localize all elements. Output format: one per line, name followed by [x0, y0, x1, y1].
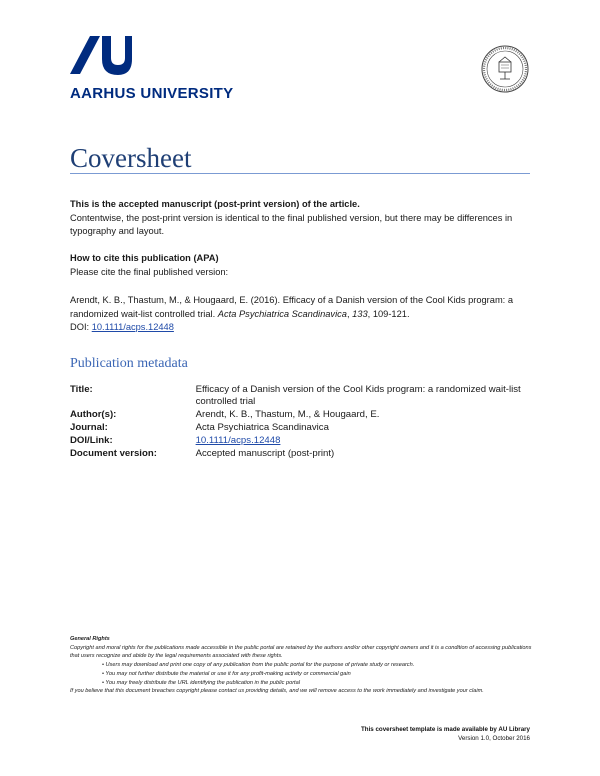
- citation-instruction: Please cite the final published version:: [70, 266, 229, 277]
- metadata-key: Title:: [70, 384, 93, 395]
- metadata-value: Efficacy of a Danish version of the Cool Kids program: a randomized wait-list controlled trial: [195, 384, 521, 407]
- rights-closing: If you believe that this document breaches copyright please contact us providing details, and we will remove access to the work immediately and investigate your claim.: [70, 688, 484, 695]
- manuscript-note: [70, 198, 540, 239]
- citation-reference: Arendt, K. B., Thastum, M., & Hougaard, E. (2016). Efficacy of a Danish version of the Cool Kids program: a randomized wait-list controlled trial. Acta Psychiatrica Scandinavica, 133, 109-121. DOI: 10.1111/acps.12448: [70, 295, 514, 332]
- doi-label: DOI:: [70, 322, 92, 332]
- metadata-row-journal: [70, 422, 540, 435]
- metadata-doi-link[interactable]: 10.1111/acps.12448: [195, 435, 281, 446]
- metadata-key: Author(s):: [70, 409, 117, 420]
- doi-link[interactable]: 10.1111/acps.12448: [91, 322, 174, 332]
- citation-intro: [70, 252, 540, 279]
- metadata-table: [70, 384, 540, 461]
- reference-text: Arendt, K. B., Thastum, M., & Hougaard, E. (2016). Efficacy of a Danish version of the Cool Kids program: a randomized wait-list controlled trial.: [70, 295, 514, 319]
- metadata-key: Journal:: [70, 422, 108, 433]
- rights-intro: Copyright and moral rights for the publications made accessible in the public portal are retained by the authors and/or other copyright owners and it is a condition of accessing publications that users recognize and abide by the legal requirements associated with these rights.: [70, 644, 532, 660]
- metadata-value: Acta Psychiatrica Scandinavica: [195, 422, 329, 433]
- metadata-row-title: [70, 384, 540, 409]
- page-title: Coversheet: [70, 143, 192, 173]
- metadata-key: Document version:: [70, 448, 157, 459]
- manuscript-body: Contentwise, the post-print version is identical to the final published version, but there may be differences in typography and layout.: [70, 212, 513, 236]
- metadata-value: Arendt, K. B., Thastum, M., & Hougaard, E.: [195, 409, 380, 420]
- rights-heading: General Rights: [70, 636, 110, 642]
- university-seal-icon: [480, 44, 530, 94]
- metadata-value: Accepted manuscript (post-print): [195, 448, 335, 459]
- general-rights: [70, 635, 540, 696]
- metadata-row-doi: [70, 435, 540, 448]
- rights-bullet: • You may freely distribute the URL identifying the publication in the public portal: [102, 679, 300, 686]
- reference-journal: Acta Psychiatrica Scandinavica: [217, 308, 347, 319]
- metadata-key: DOI/Link:: [70, 435, 113, 446]
- title-divider: [70, 173, 530, 174]
- rights-bullet: • Users may download and print one copy of any publication from the public portal for the purpose of private study or research.: [102, 662, 415, 669]
- reference-pages: , 109-121.: [367, 308, 410, 319]
- university-name: AARHUS UNIVERSITY: [70, 85, 234, 102]
- metadata-heading: Publication metadata: [70, 356, 188, 371]
- rights-bullet: • You may not further distribute the material or use it for any profit-making activity or commercial gain: [102, 670, 351, 677]
- reference-volume: 133: [352, 308, 368, 319]
- footer-note: [340, 725, 530, 743]
- metadata-row-version: [70, 448, 540, 461]
- manuscript-heading: This is the accepted manuscript (post-print version) of the article.: [70, 199, 360, 209]
- citation-heading: How to cite this publication (APA): [70, 253, 219, 263]
- footer-version: Version 1.0, October 2016: [458, 735, 530, 742]
- metadata-row-authors: [70, 409, 540, 422]
- footer-template-note: This coversheet template is made available by AU Library: [361, 726, 530, 733]
- aarhus-university-logo-mark: [66, 34, 132, 76]
